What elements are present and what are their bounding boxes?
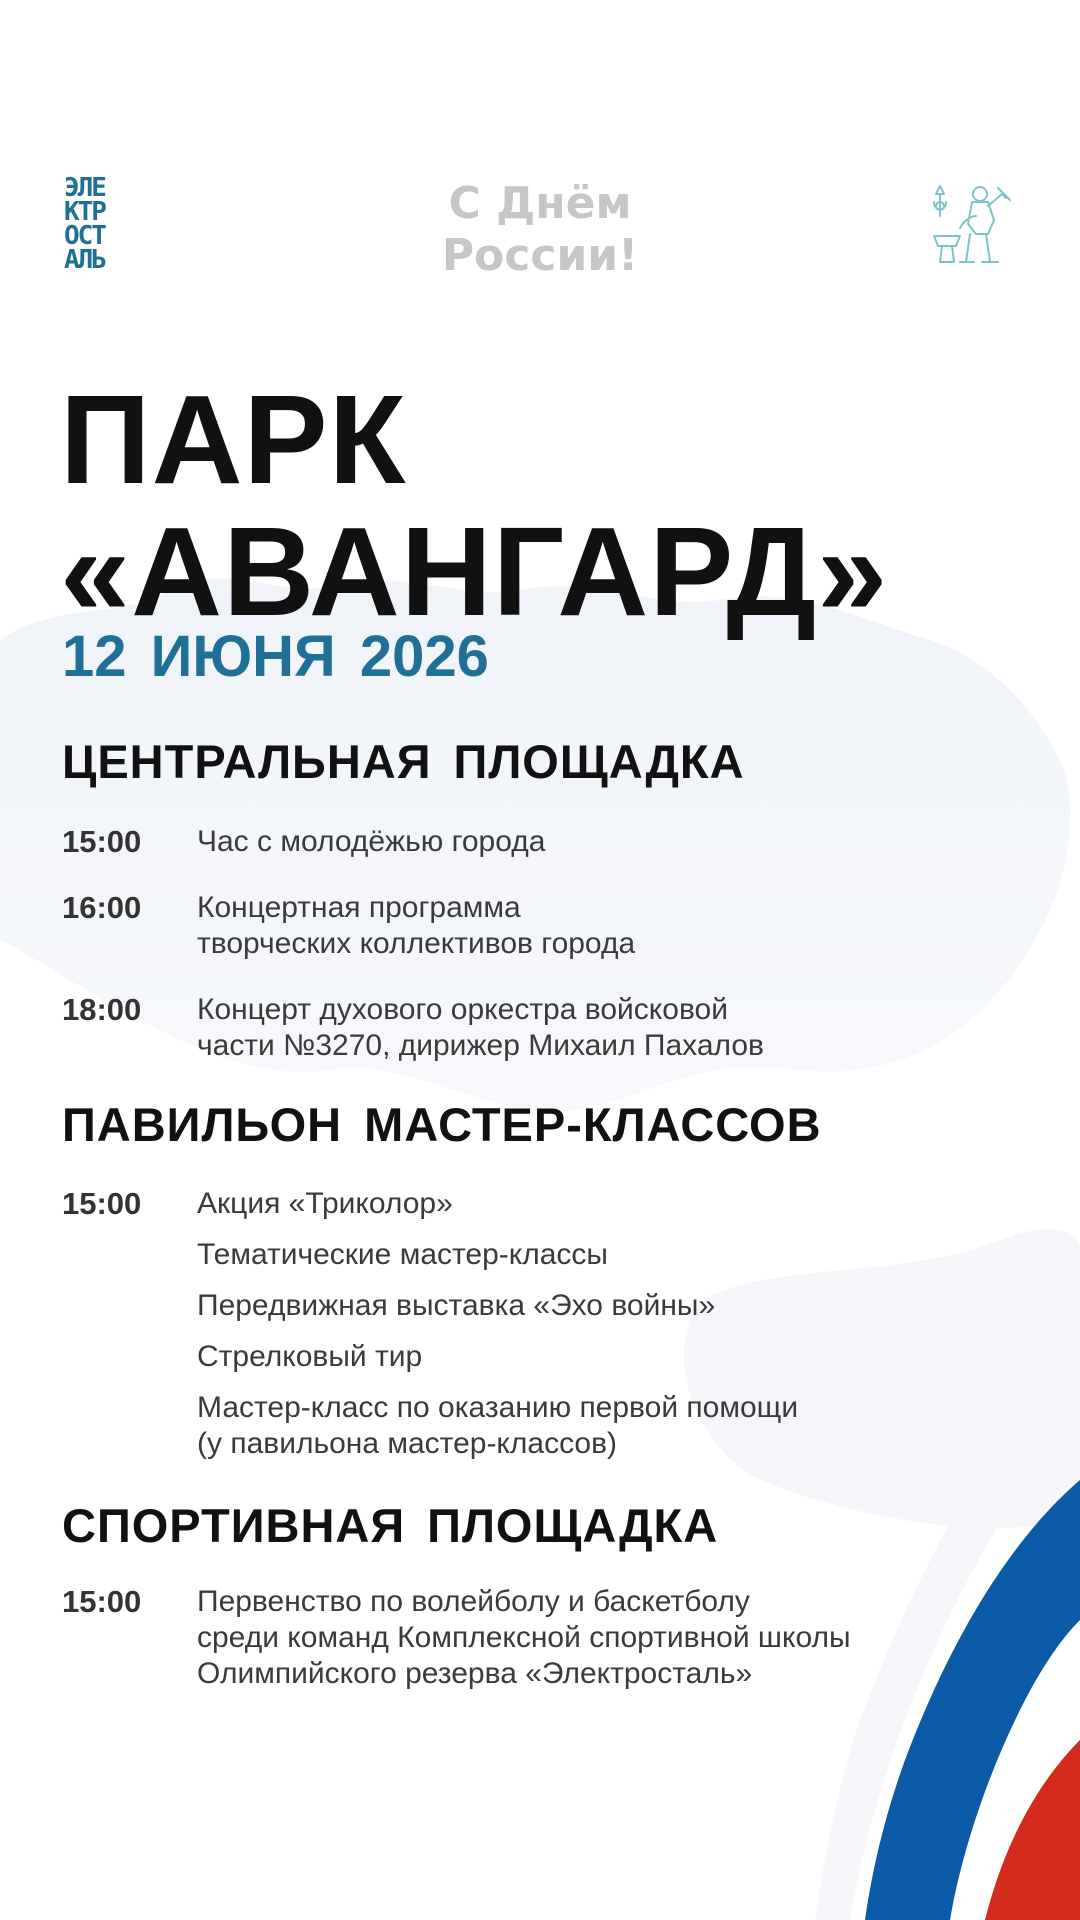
event-time: 15:00 [62, 824, 142, 859]
event-line: части №3270, дирижер Михаил Пахалов [197, 1029, 764, 1062]
logo-text-row: АЛЬ [64, 245, 105, 275]
logo-text-row: ОСТ [64, 221, 105, 251]
event-line: Мастер-класс по оказанию первой помощи [197, 1391, 799, 1424]
section-title-central: ЦЕНТРАЛЬНАЯ ПЛОЩАДКА [62, 735, 745, 788]
event-description [197, 1237, 1017, 1273]
event-description [197, 992, 1017, 1064]
title-line: «АВАНГАРД» [60, 501, 889, 642]
event-description [197, 824, 1017, 860]
event-line: Олимпийского резерва «Электросталь» [197, 1657, 753, 1690]
greeting-line: С Днём [448, 178, 632, 229]
section-title-sports: СПОРТИВНАЯ ПЛОЩАДКА [62, 1499, 719, 1552]
event-time: 15:00 [62, 1186, 142, 1221]
page-title [60, 369, 889, 642]
event-description [197, 1288, 1017, 1324]
event-time: 18:00 [62, 992, 142, 1027]
logo-text-row: КТР [64, 197, 105, 227]
event-line: Акция «Триколор» [197, 1187, 453, 1220]
event-description [197, 1186, 1017, 1222]
event-line: творческих коллективов города [197, 927, 636, 960]
event-line: (у павильона мастер-классов) [197, 1427, 618, 1460]
greeting-line: России! [441, 230, 639, 281]
greeting [380, 178, 700, 282]
event-line: Концерт духового оркестра войсковой [197, 993, 728, 1026]
title-line: ПАРК [60, 369, 407, 510]
event-line: среди команд Комплексной спортивной школы [197, 1621, 851, 1654]
event-description [197, 1584, 1017, 1692]
event-line: Стрелковый тир [197, 1340, 423, 1373]
event-description [197, 1339, 1017, 1375]
event-date: 12 ИЮНЯ 2026 [62, 624, 489, 689]
city-logo [64, 173, 136, 275]
event-line: Передвижная выставка «Эхо войны» [197, 1289, 716, 1322]
event-time: 16:00 [62, 890, 142, 925]
blacksmith-emblem-icon [920, 176, 1016, 272]
event-description [197, 890, 1017, 962]
event-line: Час с молодёжью города [197, 825, 546, 858]
event-description [197, 1390, 1017, 1462]
event-line: Тематические мастер-классы [197, 1238, 608, 1271]
section-title-workshops: ПАВИЛЬОН МАСТЕР-КЛАССОВ [62, 1098, 822, 1151]
event-time: 15:00 [62, 1584, 142, 1619]
logo-text-row: ЭЛЕ [64, 173, 105, 203]
event-line: Концертная программа [197, 891, 521, 924]
event-line: Первенство по волейболу и баскетболу [197, 1585, 750, 1618]
